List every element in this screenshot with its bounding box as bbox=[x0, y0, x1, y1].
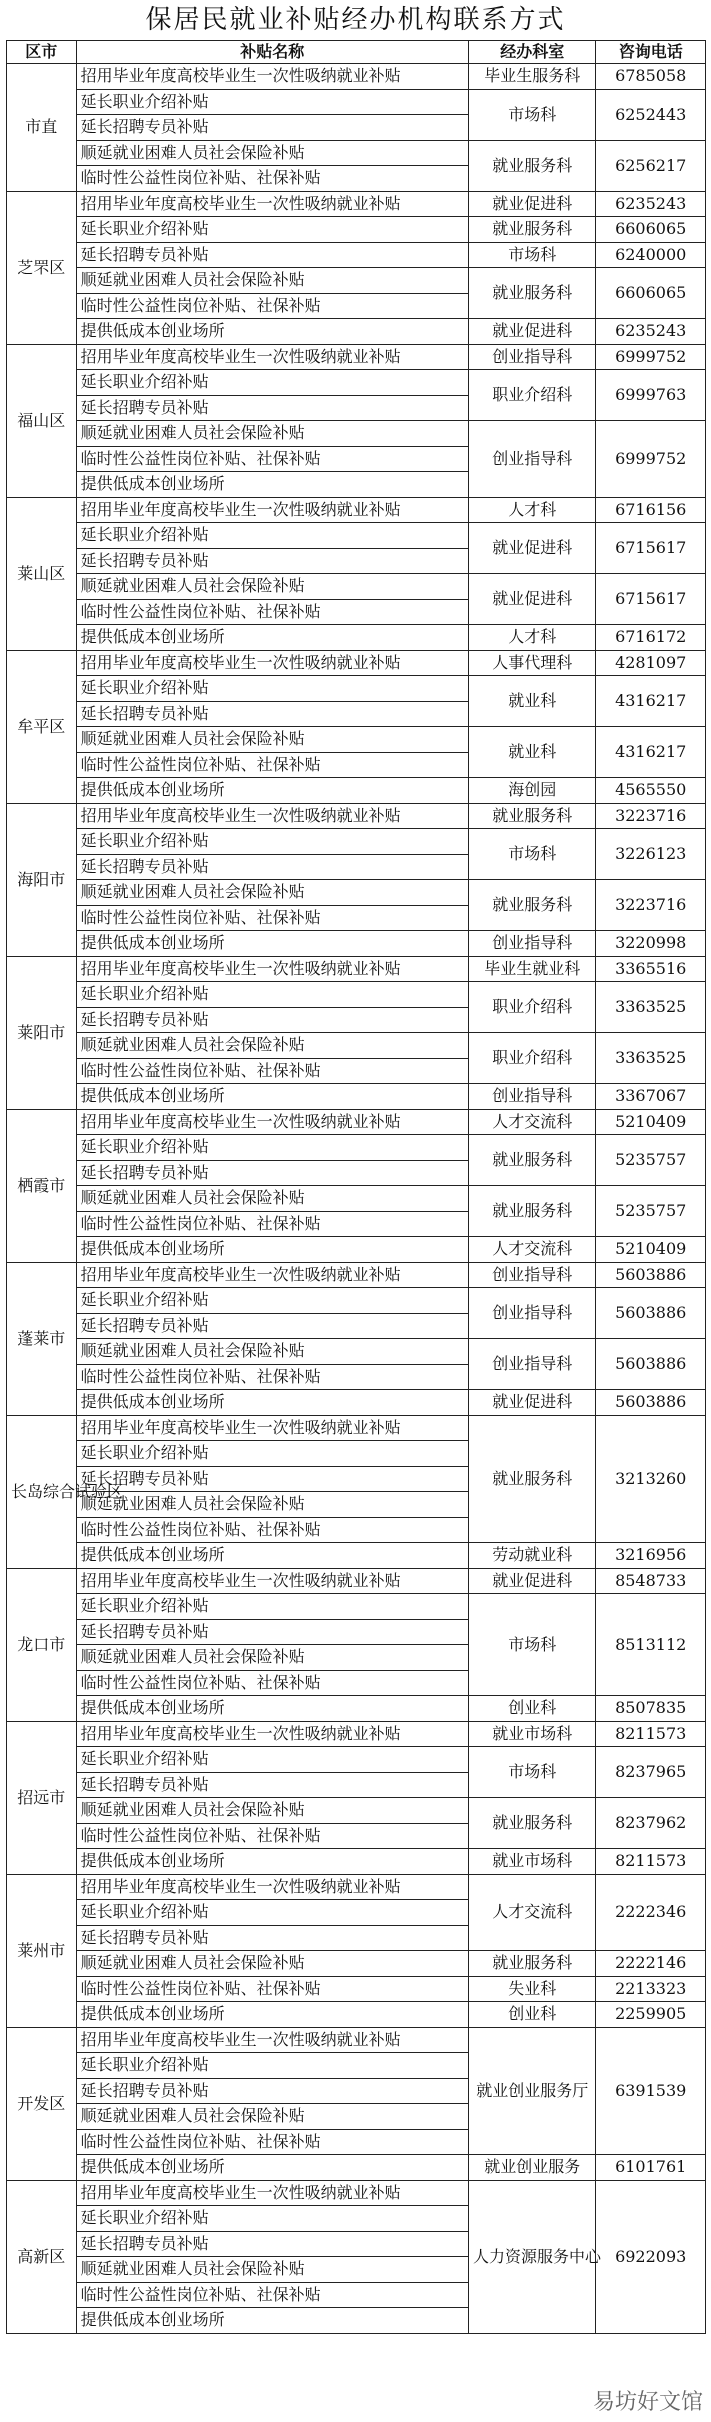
subsidy-cell: 招用毕业年度高校毕业生一次性吸纳就业补贴 bbox=[76, 1721, 468, 1747]
office-cell: 职业介绍科 bbox=[469, 370, 596, 421]
table-row bbox=[7, 1262, 706, 1288]
table-row bbox=[7, 344, 706, 370]
office-cell: 就业服务科 bbox=[469, 217, 596, 243]
office-cell: 创业指导科 bbox=[469, 421, 596, 498]
table-row bbox=[7, 2180, 706, 2206]
subsidy-cell: 延长招聘专员补贴 bbox=[76, 2078, 468, 2104]
subsidy-cell: 提供低成本创业场所 bbox=[76, 319, 468, 345]
subsidy-cell: 延长职业介绍补贴 bbox=[76, 1594, 468, 1620]
office-cell: 市场科 bbox=[469, 1747, 596, 1798]
table-row bbox=[7, 2027, 706, 2053]
table-row bbox=[7, 217, 706, 243]
phone-cell: 3226123 bbox=[596, 829, 706, 880]
phone-cell: 6256217 bbox=[596, 140, 706, 191]
table-row bbox=[7, 1874, 706, 1900]
office-cell: 就业科 bbox=[469, 727, 596, 778]
phone-cell: 8513112 bbox=[596, 1594, 706, 1696]
subsidy-cell: 延长职业介绍补贴 bbox=[76, 1441, 468, 1467]
office-cell: 创业指导科 bbox=[469, 1339, 596, 1390]
phone-cell: 6785058 bbox=[596, 64, 706, 90]
district-cell: 莱州市 bbox=[7, 1874, 77, 2027]
subsidy-cell: 提供低成本创业场所 bbox=[76, 1237, 468, 1263]
table-row bbox=[7, 803, 706, 829]
table-row bbox=[7, 268, 706, 294]
phone-cell: 6101761 bbox=[596, 2155, 706, 2181]
phone-cell: 8548733 bbox=[596, 1568, 706, 1594]
subsidy-cell: 延长招聘专员补贴 bbox=[76, 2231, 468, 2257]
subsidy-cell: 招用毕业年度高校毕业生一次性吸纳就业补贴 bbox=[76, 344, 468, 370]
subsidy-cell: 临时性公益性岗位补贴、社保补贴 bbox=[76, 446, 468, 472]
subsidy-cell: 临时性公益性岗位补贴、社保补贴 bbox=[76, 1823, 468, 1849]
table-row bbox=[7, 931, 706, 957]
phone-cell: 6922093 bbox=[596, 2180, 706, 2333]
table-row bbox=[7, 89, 706, 115]
subsidy-cell: 顺延就业困难人员社会保险补贴 bbox=[76, 1645, 468, 1671]
subsidy-cell: 延长职业介绍补贴 bbox=[76, 1288, 468, 1314]
phone-cell: 4281097 bbox=[596, 650, 706, 676]
office-cell: 就业服务科 bbox=[469, 1186, 596, 1237]
subsidy-cell: 延长招聘专员补贴 bbox=[76, 1619, 468, 1645]
subsidy-cell: 临时性公益性岗位补贴、社保补贴 bbox=[76, 1670, 468, 1696]
subsidy-cell: 延长职业介绍补贴 bbox=[76, 1135, 468, 1161]
office-cell: 创业指导科 bbox=[469, 1288, 596, 1339]
subsidy-cell: 临时性公益性岗位补贴、社保补贴 bbox=[76, 2282, 468, 2308]
office-cell: 市场科 bbox=[469, 242, 596, 268]
office-cell: 市场科 bbox=[469, 1594, 596, 1696]
table-row bbox=[7, 242, 706, 268]
phone-cell: 3367067 bbox=[596, 1084, 706, 1110]
subsidy-cell: 提供低成本创业场所 bbox=[76, 1084, 468, 1110]
table-row bbox=[7, 140, 706, 166]
office-cell: 就业科 bbox=[469, 676, 596, 727]
district-cell: 莱山区 bbox=[7, 497, 77, 650]
subsidy-cell: 顺延就业困难人员社会保险补贴 bbox=[76, 574, 468, 600]
subsidy-cell: 顺延就业困难人员社会保险补贴 bbox=[76, 1339, 468, 1365]
office-cell: 创业指导科 bbox=[469, 1262, 596, 1288]
subsidy-cell: 延长职业介绍补贴 bbox=[76, 2053, 468, 2079]
phone-cell: 4316217 bbox=[596, 727, 706, 778]
subsidy-cell: 提供低成本创业场所 bbox=[76, 2155, 468, 2181]
subsidy-cell: 临时性公益性岗位补贴、社保补贴 bbox=[76, 1058, 468, 1084]
subsidy-cell: 延长职业介绍补贴 bbox=[76, 217, 468, 243]
subsidy-cell: 提供低成本创业场所 bbox=[76, 778, 468, 804]
header-subsidy: 补贴名称 bbox=[76, 41, 468, 64]
office-cell: 就业促进科 bbox=[469, 1568, 596, 1594]
district-cell: 牟平区 bbox=[7, 650, 77, 803]
subsidy-cell: 顺延就业困难人员社会保险补贴 bbox=[76, 1798, 468, 1824]
office-cell: 创业科 bbox=[469, 1696, 596, 1722]
phone-cell: 5235757 bbox=[596, 1186, 706, 1237]
subsidy-cell: 延长招聘专员补贴 bbox=[76, 854, 468, 880]
table-row bbox=[7, 421, 706, 447]
page-title: 保居民就业补贴经办机构联系方式 bbox=[145, 5, 566, 35]
table-row bbox=[7, 497, 706, 523]
subsidy-cell: 提供低成本创业场所 bbox=[76, 931, 468, 957]
table-row bbox=[7, 778, 706, 804]
office-cell: 就业服务科 bbox=[469, 880, 596, 931]
phone-cell: 8237962 bbox=[596, 1798, 706, 1849]
office-cell: 就业服务科 bbox=[469, 1951, 596, 1977]
subsidy-cell: 顺延就业困难人员社会保险补贴 bbox=[76, 421, 468, 447]
office-cell: 市场科 bbox=[469, 89, 596, 140]
office-cell: 就业服务科 bbox=[469, 803, 596, 829]
office-cell: 毕业生服务科 bbox=[469, 64, 596, 90]
subsidy-cell: 提供低成本创业场所 bbox=[76, 2308, 468, 2334]
header-office: 经办科室 bbox=[469, 41, 596, 64]
subsidy-cell: 延长招聘专员补贴 bbox=[76, 1007, 468, 1033]
subsidy-cell: 提供低成本创业场所 bbox=[76, 2002, 468, 2028]
subsidy-cell: 延长职业介绍补贴 bbox=[76, 676, 468, 702]
district-cell: 招远市 bbox=[7, 1721, 77, 1874]
table-row bbox=[7, 523, 706, 549]
table-row bbox=[7, 1033, 706, 1059]
table-row bbox=[7, 1951, 706, 1977]
phone-cell: 3223716 bbox=[596, 880, 706, 931]
phone-cell: 2222346 bbox=[596, 1874, 706, 1951]
subsidy-cell: 顺延就业困难人员社会保险补贴 bbox=[76, 2257, 468, 2283]
phone-cell: 5235757 bbox=[596, 1135, 706, 1186]
table-row bbox=[7, 650, 706, 676]
subsidy-cell: 延长职业介绍补贴 bbox=[76, 829, 468, 855]
office-cell: 人力资源服务中心 bbox=[469, 2180, 596, 2333]
table-row bbox=[7, 2155, 706, 2181]
office-cell: 就业服务科 bbox=[469, 268, 596, 319]
subsidy-cell: 招用毕业年度高校毕业生一次性吸纳就业补贴 bbox=[76, 497, 468, 523]
header-row bbox=[7, 41, 706, 64]
subsidy-cell: 招用毕业年度高校毕业生一次性吸纳就业补贴 bbox=[76, 2180, 468, 2206]
office-cell: 人才交流科 bbox=[469, 1109, 596, 1135]
subsidy-cell: 提供低成本创业场所 bbox=[76, 472, 468, 498]
phone-cell: 2259905 bbox=[596, 2002, 706, 2028]
subsidy-cell: 顺延就业困难人员社会保险补贴 bbox=[76, 880, 468, 906]
table-row bbox=[7, 319, 706, 345]
watermark: 易坊好文馆 bbox=[543, 2386, 703, 2420]
table-row bbox=[7, 1721, 706, 1747]
phone-cell: 3213260 bbox=[596, 1415, 706, 1543]
subsidy-cell: 顺延就业困难人员社会保险补贴 bbox=[76, 2104, 468, 2130]
phone-cell: 2213323 bbox=[596, 1976, 706, 2002]
table-row bbox=[7, 1415, 706, 1441]
header-district: 区市 bbox=[7, 41, 77, 64]
office-cell: 就业创业服务 bbox=[469, 2155, 596, 2181]
table-row bbox=[7, 370, 706, 396]
office-cell: 就业服务科 bbox=[469, 1798, 596, 1849]
subsidy-cell: 临时性公益性岗位补贴、社保补贴 bbox=[76, 752, 468, 778]
table-row bbox=[7, 1390, 706, 1416]
phone-cell: 3220998 bbox=[596, 931, 706, 957]
district-cell: 芝罘区 bbox=[7, 191, 77, 344]
phone-cell: 3363525 bbox=[596, 982, 706, 1033]
phone-cell: 3363525 bbox=[596, 1033, 706, 1084]
office-cell: 就业促进科 bbox=[469, 574, 596, 625]
phone-cell: 8211573 bbox=[596, 1721, 706, 1747]
subsidy-cell: 延长招聘专员补贴 bbox=[76, 1772, 468, 1798]
subsidy-cell: 顺延就业困难人员社会保险补贴 bbox=[76, 1492, 468, 1518]
subsidy-cell: 延长招聘专员补贴 bbox=[76, 1925, 468, 1951]
phone-cell: 6999752 bbox=[596, 344, 706, 370]
subsidy-cell: 顺延就业困难人员社会保险补贴 bbox=[76, 1951, 468, 1977]
contact-table bbox=[6, 40, 706, 2334]
office-cell: 人才交流科 bbox=[469, 1874, 596, 1951]
office-cell: 创业科 bbox=[469, 2002, 596, 2028]
phone-cell: 3216956 bbox=[596, 1543, 706, 1569]
district-cell: 龙口市 bbox=[7, 1568, 77, 1721]
table-row bbox=[7, 1084, 706, 1110]
office-cell: 职业介绍科 bbox=[469, 1033, 596, 1084]
table-row bbox=[7, 676, 706, 702]
district-cell: 高新区 bbox=[7, 2180, 77, 2333]
district-cell: 福山区 bbox=[7, 344, 77, 497]
table-row bbox=[7, 1543, 706, 1569]
phone-cell: 2222146 bbox=[596, 1951, 706, 1977]
table-row bbox=[7, 1339, 706, 1365]
phone-cell: 8211573 bbox=[596, 1849, 706, 1875]
office-cell: 就业促进科 bbox=[469, 319, 596, 345]
subsidy-cell: 提供低成本创业场所 bbox=[76, 1849, 468, 1875]
subsidy-cell: 提供低成本创业场所 bbox=[76, 1696, 468, 1722]
table-row bbox=[7, 982, 706, 1008]
phone-cell: 4565550 bbox=[596, 778, 706, 804]
phone-cell: 6240000 bbox=[596, 242, 706, 268]
table-row bbox=[7, 64, 706, 90]
table-row bbox=[7, 1135, 706, 1161]
phone-cell: 8507835 bbox=[596, 1696, 706, 1722]
subsidy-cell: 顺延就业困难人员社会保险补贴 bbox=[76, 1186, 468, 1212]
subsidy-cell: 延长招聘专员补贴 bbox=[76, 242, 468, 268]
phone-cell: 4316217 bbox=[596, 676, 706, 727]
subsidy-cell: 延长招聘专员补贴 bbox=[76, 115, 468, 141]
phone-cell: 6606065 bbox=[596, 268, 706, 319]
subsidy-cell: 延长招聘专员补贴 bbox=[76, 395, 468, 421]
table-row bbox=[7, 1186, 706, 1212]
table-row bbox=[7, 1288, 706, 1314]
office-cell: 市场科 bbox=[469, 829, 596, 880]
table-body bbox=[7, 64, 706, 2334]
office-cell: 就业市场科 bbox=[469, 1721, 596, 1747]
subsidy-cell: 临时性公益性岗位补贴、社保补贴 bbox=[76, 1517, 468, 1543]
phone-cell: 6252443 bbox=[596, 89, 706, 140]
phone-cell: 6235243 bbox=[596, 319, 706, 345]
office-cell: 人才交流科 bbox=[469, 1237, 596, 1263]
table-row bbox=[7, 1798, 706, 1824]
office-cell: 创业指导科 bbox=[469, 931, 596, 957]
subsidy-cell: 招用毕业年度高校毕业生一次性吸纳就业补贴 bbox=[76, 191, 468, 217]
table-row bbox=[7, 1568, 706, 1594]
subsidy-cell: 顺延就业困难人员社会保险补贴 bbox=[76, 727, 468, 753]
phone-cell: 8237965 bbox=[596, 1747, 706, 1798]
phone-cell: 6235243 bbox=[596, 191, 706, 217]
subsidy-cell: 延长招聘专员补贴 bbox=[76, 1466, 468, 1492]
office-cell: 就业服务科 bbox=[469, 140, 596, 191]
table-row bbox=[7, 191, 706, 217]
phone-cell: 5603886 bbox=[596, 1390, 706, 1416]
district-cell: 蓬莱市 bbox=[7, 1262, 77, 1415]
phone-cell: 6715617 bbox=[596, 523, 706, 574]
subsidy-cell: 提供低成本创业场所 bbox=[76, 625, 468, 651]
subsidy-cell: 延长招聘专员补贴 bbox=[76, 701, 468, 727]
district-cell: 市直 bbox=[7, 64, 77, 192]
subsidy-cell: 提供低成本创业场所 bbox=[76, 1543, 468, 1569]
office-cell: 创业指导科 bbox=[469, 1084, 596, 1110]
phone-cell: 6391539 bbox=[596, 2027, 706, 2155]
subsidy-cell: 临时性公益性岗位补贴、社保补贴 bbox=[76, 1211, 468, 1237]
phone-cell: 6999763 bbox=[596, 370, 706, 421]
subsidy-cell: 招用毕业年度高校毕业生一次性吸纳就业补贴 bbox=[76, 2027, 468, 2053]
table-row bbox=[7, 1976, 706, 2002]
table-row bbox=[7, 1109, 706, 1135]
subsidy-cell: 延长招聘专员补贴 bbox=[76, 548, 468, 574]
subsidy-cell: 临时性公益性岗位补贴、社保补贴 bbox=[76, 599, 468, 625]
office-cell: 劳动就业科 bbox=[469, 1543, 596, 1569]
subsidy-cell: 临时性公益性岗位补贴、社保补贴 bbox=[76, 293, 468, 319]
district-cell: 长岛综合试验区 bbox=[7, 1415, 77, 1568]
subsidy-cell: 延长职业介绍补贴 bbox=[76, 370, 468, 396]
table-row bbox=[7, 880, 706, 906]
phone-cell: 5603886 bbox=[596, 1339, 706, 1390]
subsidy-cell: 招用毕业年度高校毕业生一次性吸纳就业补贴 bbox=[76, 1874, 468, 1900]
district-cell: 开发区 bbox=[7, 2027, 77, 2180]
office-cell: 失业科 bbox=[469, 1976, 596, 2002]
phone-cell: 6716156 bbox=[596, 497, 706, 523]
office-cell: 就业促进科 bbox=[469, 523, 596, 574]
subsidy-cell: 招用毕业年度高校毕业生一次性吸纳就业补贴 bbox=[76, 1262, 468, 1288]
office-cell: 毕业生就业科 bbox=[469, 956, 596, 982]
subsidy-cell: 延长职业介绍补贴 bbox=[76, 2206, 468, 2232]
phone-cell: 3223716 bbox=[596, 803, 706, 829]
office-cell: 就业创业服务厅 bbox=[469, 2027, 596, 2155]
subsidy-cell: 招用毕业年度高校毕业生一次性吸纳就业补贴 bbox=[76, 956, 468, 982]
table-row bbox=[7, 574, 706, 600]
subsidy-cell: 顺延就业困难人员社会保险补贴 bbox=[76, 268, 468, 294]
subsidy-cell: 临时性公益性岗位补贴、社保补贴 bbox=[76, 1364, 468, 1390]
office-cell: 职业介绍科 bbox=[469, 982, 596, 1033]
subsidy-cell: 招用毕业年度高校毕业生一次性吸纳就业补贴 bbox=[76, 1109, 468, 1135]
subsidy-cell: 顺延就业困难人员社会保险补贴 bbox=[76, 1033, 468, 1059]
phone-cell: 5210409 bbox=[596, 1109, 706, 1135]
phone-cell: 6715617 bbox=[596, 574, 706, 625]
office-cell: 就业服务科 bbox=[469, 1415, 596, 1543]
header-phone: 咨询电话 bbox=[596, 41, 706, 64]
office-cell: 人才科 bbox=[469, 625, 596, 651]
subsidy-cell: 招用毕业年度高校毕业生一次性吸纳就业补贴 bbox=[76, 1415, 468, 1441]
table-row bbox=[7, 956, 706, 982]
table-row bbox=[7, 727, 706, 753]
table-row bbox=[7, 625, 706, 651]
subsidy-cell: 延长职业介绍补贴 bbox=[76, 523, 468, 549]
phone-cell: 5603886 bbox=[596, 1288, 706, 1339]
table-row bbox=[7, 1696, 706, 1722]
district-cell: 栖霞市 bbox=[7, 1109, 77, 1262]
office-cell: 海创园 bbox=[469, 778, 596, 804]
district-cell: 海阳市 bbox=[7, 803, 77, 956]
office-cell: 就业市场科 bbox=[469, 1849, 596, 1875]
table-row bbox=[7, 1594, 706, 1620]
subsidy-cell: 招用毕业年度高校毕业生一次性吸纳就业补贴 bbox=[76, 1568, 468, 1594]
table-row bbox=[7, 2002, 706, 2028]
table-row bbox=[7, 1237, 706, 1263]
subsidy-cell: 延长职业介绍补贴 bbox=[76, 89, 468, 115]
subsidy-cell: 临时性公益性岗位补贴、社保补贴 bbox=[76, 1976, 468, 2002]
office-cell: 就业服务科 bbox=[469, 1135, 596, 1186]
subsidy-cell: 延长职业介绍补贴 bbox=[76, 982, 468, 1008]
subsidy-cell: 延长招聘专员补贴 bbox=[76, 1313, 468, 1339]
subsidy-cell: 招用毕业年度高校毕业生一次性吸纳就业补贴 bbox=[76, 64, 468, 90]
district-cell: 莱阳市 bbox=[7, 956, 77, 1109]
subsidy-cell: 顺延就业困难人员社会保险补贴 bbox=[76, 140, 468, 166]
subsidy-cell: 招用毕业年度高校毕业生一次性吸纳就业补贴 bbox=[76, 650, 468, 676]
subsidy-cell: 临时性公益性岗位补贴、社保补贴 bbox=[76, 905, 468, 931]
phone-cell: 6716172 bbox=[596, 625, 706, 651]
phone-cell: 5210409 bbox=[596, 1237, 706, 1263]
table-row bbox=[7, 1849, 706, 1875]
phone-cell: 6606065 bbox=[596, 217, 706, 243]
subsidy-cell: 临时性公益性岗位补贴、社保补贴 bbox=[76, 2129, 468, 2155]
subsidy-cell: 延长招聘专员补贴 bbox=[76, 1160, 468, 1186]
subsidy-cell: 临时性公益性岗位补贴、社保补贴 bbox=[76, 166, 468, 192]
table-row bbox=[7, 829, 706, 855]
office-cell: 人事代理科 bbox=[469, 650, 596, 676]
phone-cell: 3365516 bbox=[596, 956, 706, 982]
office-cell: 人才科 bbox=[469, 497, 596, 523]
subsidy-cell: 延长职业介绍补贴 bbox=[76, 1747, 468, 1773]
subsidy-cell: 延长职业介绍补贴 bbox=[76, 1900, 468, 1926]
office-cell: 就业促进科 bbox=[469, 191, 596, 217]
table-row bbox=[7, 1747, 706, 1773]
phone-cell: 5603886 bbox=[596, 1262, 706, 1288]
subsidy-cell: 招用毕业年度高校毕业生一次性吸纳就业补贴 bbox=[76, 803, 468, 829]
subsidy-cell: 提供低成本创业场所 bbox=[76, 1390, 468, 1416]
phone-cell: 6999752 bbox=[596, 421, 706, 498]
office-cell: 就业促进科 bbox=[469, 1390, 596, 1416]
office-cell: 创业指导科 bbox=[469, 344, 596, 370]
